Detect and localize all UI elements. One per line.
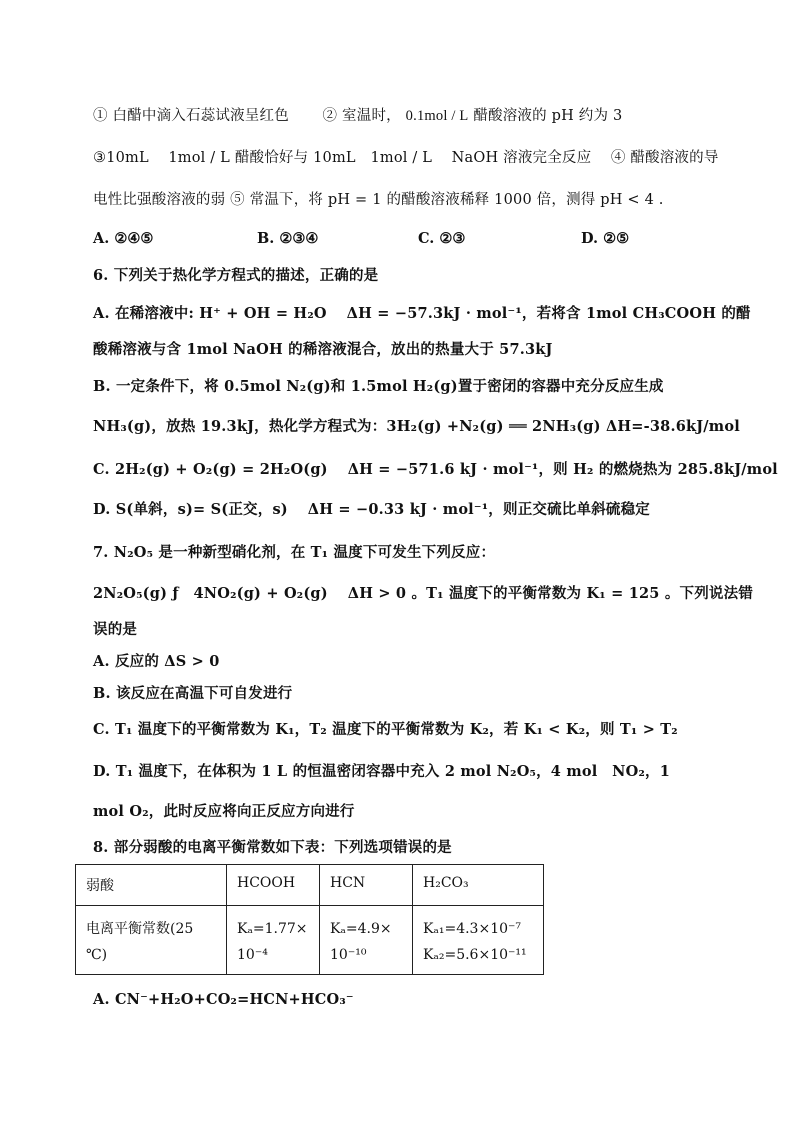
cell-line: 10⁻⁴ — [237, 947, 268, 963]
q7-option-a: A. 反应的 ΔS > 0 — [93, 653, 220, 670]
q5-statement-2-prefix: ② 室温时， — [322, 108, 401, 124]
q5-option-a: A. ②④⑤ — [93, 230, 154, 247]
q6-stem: 6. 下列关于热化学方程式的描述，正确的是 — [93, 267, 379, 284]
table-cell-hcooh-ka — [227, 906, 320, 975]
table-cell-h2co3-ka — [413, 906, 544, 975]
q7-option-d-line-2: mol O₂，此时反应将向正反应方向进行 — [93, 803, 355, 820]
table-header-h2co3: H₂CO₃ — [413, 865, 544, 906]
table-header-hcn: HCN — [320, 865, 413, 906]
q6-option-c: C. 2H₂(g) + O₂(g) = 2H₂O(g) ΔH = −571.6 kJ · mol⁻¹，则 H₂ 的燃烧热为 285.8kJ/mol — [93, 461, 778, 478]
q5-statement-1: ① 白醋中滴入石蕊试液呈红色 — [93, 108, 289, 124]
q5-statement-line-3: 电性比强酸溶液的弱 ⑤ 常温下，将 pH = 1 的醋酸溶液稀释 1000 倍，测得 pH < 4 . — [93, 192, 664, 208]
q5-option-d: D. ②⑤ — [581, 230, 630, 247]
q7-option-d-line-1: D. T₁ 温度下，在体积为 1 L 的恒温密闭容器中充入 2 mol N₂O₅，4 mol NO₂，1 — [93, 763, 670, 780]
table-header-acid: 弱酸 — [76, 865, 227, 906]
cell-line: Kₐ₁=4.3×10⁻⁷ — [423, 921, 522, 937]
table-cell-hcn-ka — [320, 906, 413, 975]
q7-option-c: C. T₁ 温度下的平衡常数为 K₁，T₂ 温度下的平衡常数为 K₂，若 K₁ < K₂，则 T₁ > T₂ — [93, 721, 678, 738]
q6-option-a-line-2: 酸稀溶液与含 1mol NaOH 的稀溶液混合，放出的热量大于 57.3kJ — [93, 341, 553, 358]
table-row — [76, 906, 544, 975]
q8-option-a: A. CN⁻+H₂O+CO₂=HCN+HCO₃⁻ — [93, 991, 354, 1008]
q5-statement-2-suffix: 醋酸溶液的 pH 约为 3 — [473, 108, 623, 124]
cell-line: Kₐ=1.77× — [237, 921, 308, 937]
q7-option-b: B. 该反应在高温下可自发进行 — [93, 685, 293, 702]
q6-option-b-line-1: B. 一定条件下，将 0.5mol N₂(g)和 1.5mol H₂(g)置于密闭的容器中充分反应生成 — [93, 378, 664, 395]
q7-equation-cont: 误的是 — [93, 621, 138, 638]
q5-statement-line-2: ③10mL 1mol / L 醋酸恰好与 10mL 1mol / L NaOH 溶液完全反应 ④ 醋酸溶液的导 — [93, 150, 719, 166]
q5-option-b: B. ②③④ — [257, 230, 319, 247]
q6-option-d: D. S(单斜，s)= S(正交，s) ΔH = −0.33 kJ · mol⁻¹，则正交硫比单斜硫稳定 — [93, 501, 650, 518]
q5-option-c: C. ②③ — [418, 230, 466, 247]
cell-line: 10⁻¹⁰ — [330, 947, 367, 963]
cell-line: Kₐ=4.9× — [330, 921, 392, 937]
q6-option-b-line-2: NH₃(g)，放热 19.3kJ，热化学方程式为：3H₂(g) +N₂(g) ══ 2NH₃(g) ΔH=-38.6kJ/mol — [93, 418, 740, 435]
table-cell-label — [76, 906, 227, 975]
cell-line: Kₐ₂=5.6×10⁻¹¹ — [423, 947, 527, 963]
cell-line: ℃) — [86, 947, 108, 963]
q6-option-a-line-1: A. 在稀溶液中: H⁺ + OH = H₂O ΔH = −57.3kJ · mol⁻¹，若将含 1mol CH₃COOH 的醋 — [93, 305, 751, 322]
acid-constant-table — [75, 864, 544, 975]
cell-line: 电离平衡常数(25 — [86, 921, 194, 937]
q8-stem: 8. 部分弱酸的电离平衡常数如下表：下列选项错误的是 — [93, 839, 452, 856]
q5-statement-line-1 — [93, 106, 622, 126]
table-header-row — [76, 865, 544, 906]
q7-stem: 7. N₂O₅ 是一种新型硝化剂，在 T₁ 温度下可发生下列反应： — [93, 544, 496, 561]
q5-concentration: 0.1mol / L — [405, 108, 469, 124]
q7-equation: 2N₂O₅(g) ƒ 4NO₂(g) + O₂(g) ΔH > 0 。T₁ 温度下的平衡常数为 K₁ = 125 。下列说法错 — [93, 585, 754, 602]
table-header-hcooh: HCOOH — [227, 865, 320, 906]
